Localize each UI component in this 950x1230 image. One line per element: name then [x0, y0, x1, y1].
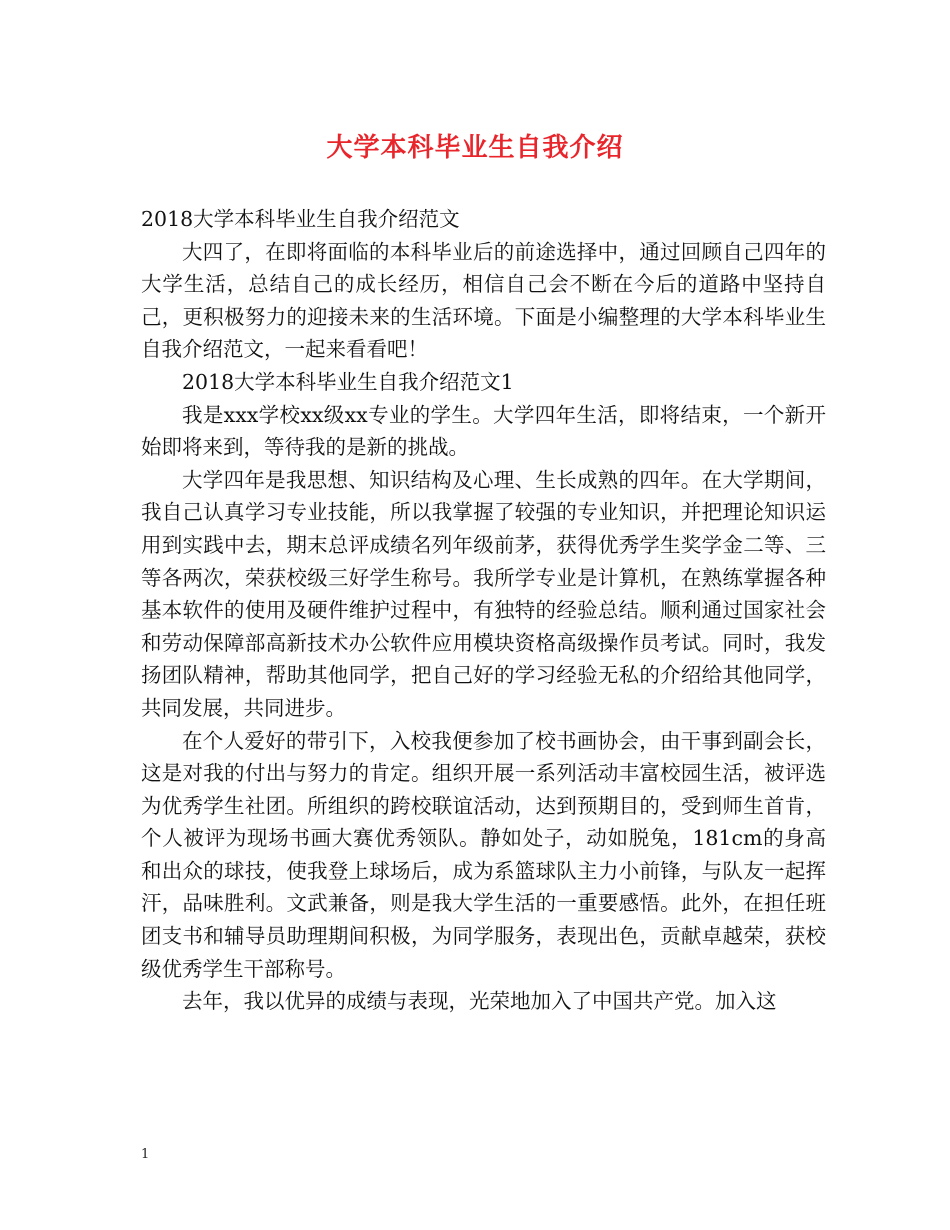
paragraph-intro: 大四了，在即将面临的本科毕业后的前途选择中，通过回顾自己四年的大学生活，总结自己的成长经历，相信自己会不断在今后的道路中坚持自己，更积极努力的迎接未来的生活环境。下面是小编整理的大学本科毕业生自我介绍范文，一起来看看吧！ — [141, 239, 826, 362]
document-title: 大学本科毕业生自我介绍 — [326, 133, 624, 163]
paragraph-heading: 2018大学本科毕业生自我介绍范文1 — [182, 369, 514, 394]
paragraph: 在个人爱好的带引下，入校我便参加了校书画协会，由干事到副会长，这是对我的付出与努力的肯定。组织开展一系列活动丰富校园生活，被评选为优秀学生社团。所组织的跨校联谊活动，达到预期目的，受到师生首肯，个人被评为现场书画大赛优秀领队。静如处子，动如脱兔，181cm的身高和出众的球技，使我登上球场后，成为系篮球队主力小前锋，与队友一起挥汗，品味胜利。文武兼备，则是我大学生活的一重要感悟。此外，在担任班团支书和辅导员助理期间积极，为同学服务，表现出色，贡献卓越荣，获校级优秀学生干部称号。 — [141, 728, 826, 981]
document-subtitle: 2018大学本科毕业生自我介绍范文 — [141, 207, 460, 231]
page-number: 1 — [141, 1147, 150, 1162]
document-body — [141, 203, 826, 1018]
paragraph: 去年，我以优异的成绩与表现，光荣地加入了中国共产党。加入这 — [182, 989, 777, 1014]
paragraph: 大学四年是我思想、知识结构及心理、生长成熟的四年。在大学期间，我自己认真学习专业技能，所以我掌握了较强的专业知识，并把理论知识运用到实践中去，期末总评成绩名列年级前茅，获得优秀学生奖学金二等、三等各两次，荣获校级三好学生称号。我所学专业是计算机，在熟练掌握各种基本软件的使用及硬件维护过程中，有独特的经验总结。顺利通过国家社会和劳动保障部高新技术办公软件应用模块资格高级操作员考试。同时，我发扬团队精神，帮助其他同学，把自己好的学习经验无私的介绍给其他同学，共同发展，共同进步。 — [141, 467, 826, 720]
paragraph: 我是xxx学校xx级xx专业的学生。大学四年生活，即将结束，一个新开始即将来到，等待我的是新的挑战。 — [141, 402, 826, 460]
